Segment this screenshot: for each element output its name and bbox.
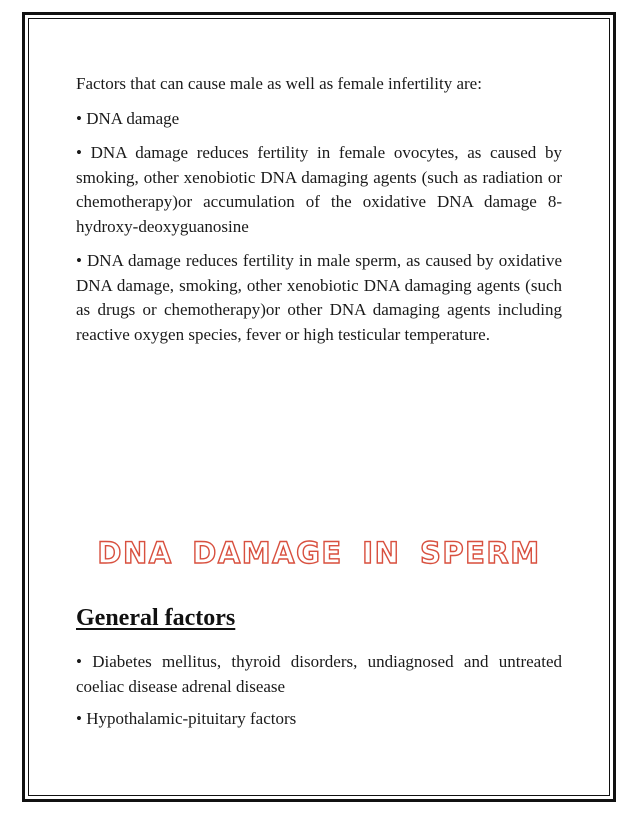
section-body bbox=[76, 650, 562, 740]
document-body bbox=[76, 72, 562, 347]
bullet-male-sperm: • DNA damage reduces fertility in male sperm, as caused by oxidative DNA damage, smoking, other xenobiotic DNA damaging agents (such as drugs or chemotherapy)or other DNA damaging agents including reactive oxygen species, fever or high testicular temperature. bbox=[76, 251, 562, 344]
bullet-hypothalamic: • Hypothalamic-pituitary factors bbox=[76, 709, 297, 728]
bullet-diabetes: • Diabetes mellitus, thyroid disorders, undiagnosed and untreated coeliac disease adrenal disease bbox=[76, 652, 562, 696]
bullet-dna-damage: • DNA damage bbox=[76, 108, 180, 128]
banner-heading: DNA DAMAGE IN SPERM bbox=[97, 536, 541, 570]
intro-paragraph: Factors that can cause male as well as female infertility are: bbox=[76, 74, 482, 93]
section-title: General factors bbox=[76, 605, 236, 631]
bullet-female-ovocytes: • DNA damage reduces fertility in female ovocytes, as caused by smoking, other xenobiotic DNA damaging agents (such as radiation or chemotherapy)or accumulation of the oxidative DNA damage 8-hydroxy-deoxyguanosine bbox=[76, 143, 562, 236]
